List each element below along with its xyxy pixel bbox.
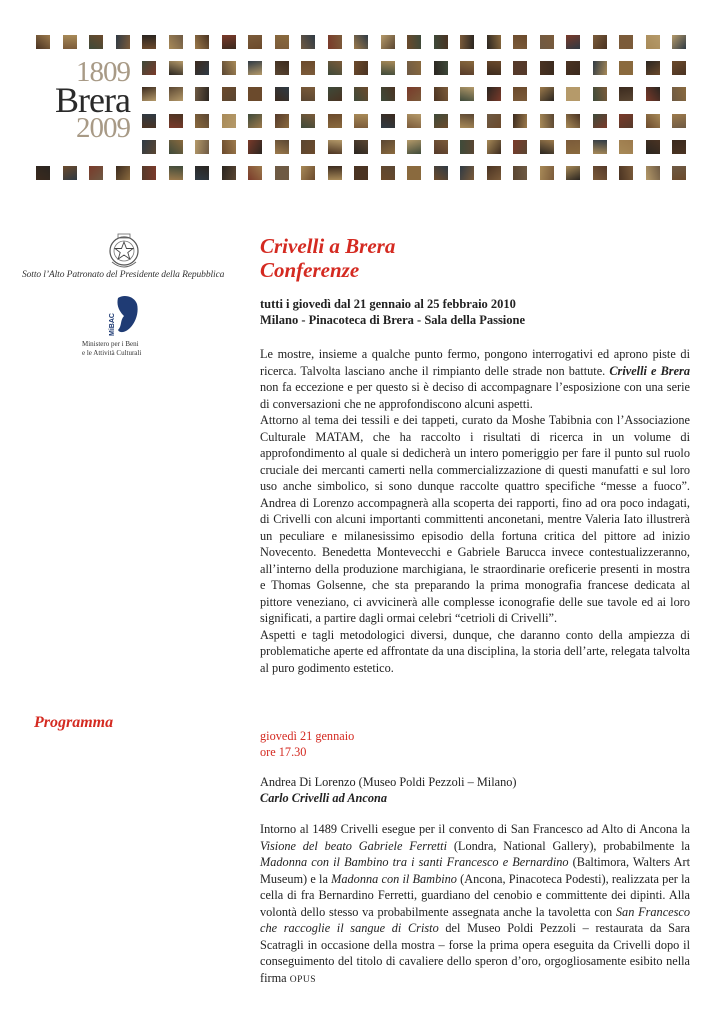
painting-thumbnail	[89, 35, 103, 49]
painting-thumbnail	[354, 87, 368, 101]
painting-thumbnail	[381, 166, 395, 180]
painting-thumbnail	[619, 87, 633, 101]
painting-thumbnail	[487, 166, 501, 180]
painting-thumbnail	[275, 140, 289, 154]
painting-thumbnail	[328, 87, 342, 101]
patronage-text: Sotto l’Alto Patronato del Presidente della Repubblica	[22, 270, 225, 280]
painting-thumbnail	[63, 35, 77, 49]
painting-thumbnail	[222, 61, 236, 75]
painting-thumbnail	[222, 166, 236, 180]
talk-description	[260, 821, 690, 988]
painting-thumbnail	[566, 114, 580, 128]
event-time: ore 17.30	[260, 745, 307, 759]
painting-thumbnail	[566, 166, 580, 180]
painting-thumbnail	[195, 35, 209, 49]
painting-thumbnail	[566, 87, 580, 101]
painting-thumbnail	[381, 35, 395, 49]
painting-thumbnail	[301, 114, 315, 128]
painting-thumbnail	[301, 35, 315, 49]
painting-thumbnail	[195, 140, 209, 154]
painting-thumbnail	[222, 114, 236, 128]
painting-thumbnail	[195, 61, 209, 75]
painting-thumbnail	[460, 87, 474, 101]
painting-thumbnail	[248, 114, 262, 128]
painting-thumbnail	[513, 166, 527, 180]
painting-thumbnail	[248, 61, 262, 75]
painting-thumbnail	[381, 140, 395, 154]
painting-thumbnail	[63, 166, 77, 180]
painting-thumbnail	[328, 166, 342, 180]
painting-thumbnail	[593, 140, 607, 154]
painting-thumbnail	[646, 114, 660, 128]
painting-thumbnail	[354, 140, 368, 154]
painting-thumbnail	[354, 166, 368, 180]
painting-thumbnail	[301, 166, 315, 180]
painting-thumbnail	[222, 87, 236, 101]
painting-thumbnail	[275, 114, 289, 128]
painting-thumbnail	[646, 35, 660, 49]
painting-thumbnail	[407, 35, 421, 49]
painting-thumbnail	[354, 35, 368, 49]
event-day: giovedì 21 gennaio	[260, 729, 355, 743]
event-date	[260, 728, 354, 760]
painting-thumbnail	[540, 61, 554, 75]
painting-thumbnail	[169, 140, 183, 154]
painting-thumbnail	[593, 87, 607, 101]
painting-thumbnail	[301, 61, 315, 75]
painting-thumbnail	[434, 35, 448, 49]
painting-thumbnail	[169, 35, 183, 49]
painting-thumbnail	[354, 61, 368, 75]
painting-thumbnail	[619, 114, 633, 128]
painting-thumbnail	[487, 87, 501, 101]
title-line: Conferenze	[260, 258, 360, 282]
painting-thumbnail	[328, 114, 342, 128]
painting-thumbnail	[646, 140, 660, 154]
painting-thumbnail	[142, 35, 156, 49]
painting-thumbnail	[407, 114, 421, 128]
painting-thumbnail	[540, 35, 554, 49]
painting-thumbnail	[672, 87, 686, 101]
painting-thumbnail	[434, 114, 448, 128]
painting-thumbnail	[222, 140, 236, 154]
painting-thumbnail	[513, 35, 527, 49]
painting-thumbnail	[275, 61, 289, 75]
painting-thumbnail	[248, 35, 262, 49]
event-dates	[260, 296, 525, 328]
mibac-logo-text: MiBAC	[109, 313, 116, 336]
painting-thumbnail	[407, 140, 421, 154]
painting-thumbnail	[381, 114, 395, 128]
painting-thumbnail	[381, 87, 395, 101]
painting-thumbnail	[169, 87, 183, 101]
painting-thumbnail	[354, 114, 368, 128]
logo-year-end: 2009	[76, 112, 130, 144]
intro-text	[260, 346, 690, 676]
intro-paragraph: Attorno al tema dei tessili e dei tappeti, curato da Moshe Tabibnia con l’Associazione Culturale MATAM, che ha raccolto i risultati di ricerca in un volume di approfondimento al quale si dedicherà un intero pomeriggio per fare il punto sul ruolo cruciale dei mercanti camerti nella commercializzazione di questi manufatti e sul loro uso anche simbolico, si sono dunque raccolte quattro specifiche “messe a fuoco”. Andrea di Lorenzo accompagnerà alla scoperta dei rapporti, fino ad ora poco indagati, di Crivelli con alcuni importanti committenti anconetani, mentre Valeria Iato illustrerà un peculiare e milanesissimo episodio della fortuna critica del pittore ad inizio Novecento. Benedetta Montevecchi e Gabriele Barucca invece contestualizzeranno, all’interno della produzione marchigiana, le straordinarie oreficerie presenti in mostra e Thomas Golsenne, che sta preparando la prima monografia francese dedicata al pittore veneziano, ci avvicinerà alle complesse iconografie delle sue tavole ed ai loro significati, a partire dagli ormai celebri “cetrioli di Crivelli”.	[260, 413, 690, 625]
painting-thumbnail	[513, 87, 527, 101]
painting-thumbnail	[116, 166, 130, 180]
logo-name: Brera	[55, 80, 130, 120]
painting-thumbnail	[487, 35, 501, 49]
painting-thumbnail	[646, 166, 660, 180]
painting-thumbnail	[619, 61, 633, 75]
painting-thumbnail	[434, 166, 448, 180]
painting-thumbnail	[487, 61, 501, 75]
page-title	[260, 234, 395, 282]
painting-thumbnail	[487, 114, 501, 128]
painting-thumbnail	[222, 35, 236, 49]
painting-thumbnail	[195, 166, 209, 180]
dates-line: tutti i giovedì dal 21 gennaio al 25 febbraio 2010	[260, 297, 516, 311]
painting-thumbnail	[195, 114, 209, 128]
painting-thumbnail	[646, 61, 660, 75]
mibac-logo	[110, 292, 140, 338]
painting-thumbnail	[434, 87, 448, 101]
painting-thumbnail	[328, 140, 342, 154]
painting-thumbnail	[169, 61, 183, 75]
painting-thumbnail	[646, 87, 660, 101]
painting-thumbnail	[142, 87, 156, 101]
painting-thumbnail	[381, 61, 395, 75]
painting-thumbnail	[540, 166, 554, 180]
ministry-line: e le Attività Culturali	[82, 349, 142, 357]
painting-thumbnail	[328, 61, 342, 75]
painting-thumbnail	[513, 61, 527, 75]
talk-paragraph: Intorno al 1489 Crivelli esegue per il convento di San Francesco ad Alto di Ancona la Visione del beato Gabriele Ferretti (Londra, National Gallery), probabilmente la Madonna con il Bambino tra i santi Francesco e Bernardino (Baltimora, Walters Art Museum) e la Madonna con il Bambino (Ancona, Pinacoteca Podesti), realizzata per la cella di fra Bernardino Ferretti, guardiano del cenobio e committente dei dipinti. Alla volontà dello stesso va probabilmente assegnata anche la tavoletta con San Francesco che raccoglie il sangue di Cristo del Museo Poldi Pezzoli – restaurata da Sara Scatragli in occasione della mostra – forse la prima opera eseguita da Crivelli dopo il conseguimento del titolo di cavaliere dello speron d’oro, orgogliosamente esibito nella firma OPUS	[260, 822, 691, 985]
painting-thumbnail	[672, 114, 686, 128]
painting-thumbnail	[275, 166, 289, 180]
intro-paragraph: Le mostre, insieme a qualche punto fermo, pongono interrogativi ed aprono piste di ricerca. Talvolta lasciano anche il rimpianto delle strade non battute. Crivelli e Brera non fa eccezione e per questo si è deciso di accompagnare l’esposizione con una serie di conversazioni che ne approfondiscono alcuni aspetti.	[260, 347, 690, 411]
exhibition-name: Crivelli e Brera	[609, 363, 690, 378]
painting-thumbnail	[248, 166, 262, 180]
painting-thumbnail	[593, 166, 607, 180]
painting-thumbnail	[328, 35, 342, 49]
painting-thumbnail	[540, 140, 554, 154]
painting-thumbnail	[513, 114, 527, 128]
painting-thumbnail	[460, 61, 474, 75]
intro-paragraph: Aspetti e tagli metodologici diversi, dunque, che daranno conto della ampiezza di problematiche aperte ed affrontate da una disciplina, la storia dell’arte, relegata talvolta al puro godimento estetico.	[260, 627, 690, 675]
painting-thumbnail	[434, 61, 448, 75]
painting-thumbnail	[407, 166, 421, 180]
ministry-text	[82, 340, 182, 358]
painting-thumbnail	[434, 140, 448, 154]
programma-heading: Programma	[34, 714, 114, 731]
painting-thumbnail	[619, 35, 633, 49]
painting-thumbnail	[407, 61, 421, 75]
painting-thumbnail	[460, 114, 474, 128]
painting-thumbnail	[275, 35, 289, 49]
painting-thumbnail	[248, 87, 262, 101]
painting-thumbnail	[248, 140, 262, 154]
painting-thumbnail	[407, 87, 421, 101]
painting-thumbnail	[169, 114, 183, 128]
painting-thumbnail	[89, 166, 103, 180]
painting-thumbnail	[566, 61, 580, 75]
painting-thumbnail	[566, 140, 580, 154]
painting-thumbnail	[195, 87, 209, 101]
painting-thumbnail	[513, 140, 527, 154]
painting-thumbnail	[301, 140, 315, 154]
painting-thumbnail	[487, 140, 501, 154]
painting-thumbnail	[672, 166, 686, 180]
painting-thumbnail	[619, 166, 633, 180]
painting-thumbnail	[116, 35, 130, 49]
painting-thumbnail	[593, 61, 607, 75]
painting-thumbnail	[540, 87, 554, 101]
title-line: Crivelli a Brera	[260, 234, 396, 258]
painting-thumbnail	[142, 114, 156, 128]
painting-thumbnail	[593, 114, 607, 128]
logo-year-start: 1809	[76, 56, 130, 88]
painting-thumbnail	[142, 140, 156, 154]
painting-thumbnail	[36, 166, 50, 180]
painting-thumbnail	[672, 61, 686, 75]
emblem-icon	[106, 232, 142, 272]
location-line: Milano - Pinacoteca di Brera - Sala della Passione	[260, 313, 526, 327]
talk-title: Carlo Crivelli ad Ancona	[260, 791, 387, 805]
painting-thumbnail	[275, 87, 289, 101]
painting-thumbnail	[142, 61, 156, 75]
painting-thumbnail	[301, 87, 315, 101]
painting-thumbnail	[540, 114, 554, 128]
painting-thumbnail	[36, 35, 50, 49]
painting-thumbnail	[169, 166, 183, 180]
painting-thumbnail	[460, 35, 474, 49]
speaker: Andrea Di Lorenzo (Museo Poldi Pezzoli – Milano)	[260, 775, 517, 789]
painting-thumbnail	[619, 140, 633, 154]
painting-thumbnail	[672, 140, 686, 154]
painting-thumbnail	[460, 140, 474, 154]
painting-thumbnail	[566, 35, 580, 49]
painting-thumbnail	[460, 166, 474, 180]
painting-thumbnail	[142, 166, 156, 180]
painting-thumbnail	[672, 35, 686, 49]
ministry-line: Ministero per i Beni	[82, 340, 139, 348]
painting-thumbnail	[593, 35, 607, 49]
